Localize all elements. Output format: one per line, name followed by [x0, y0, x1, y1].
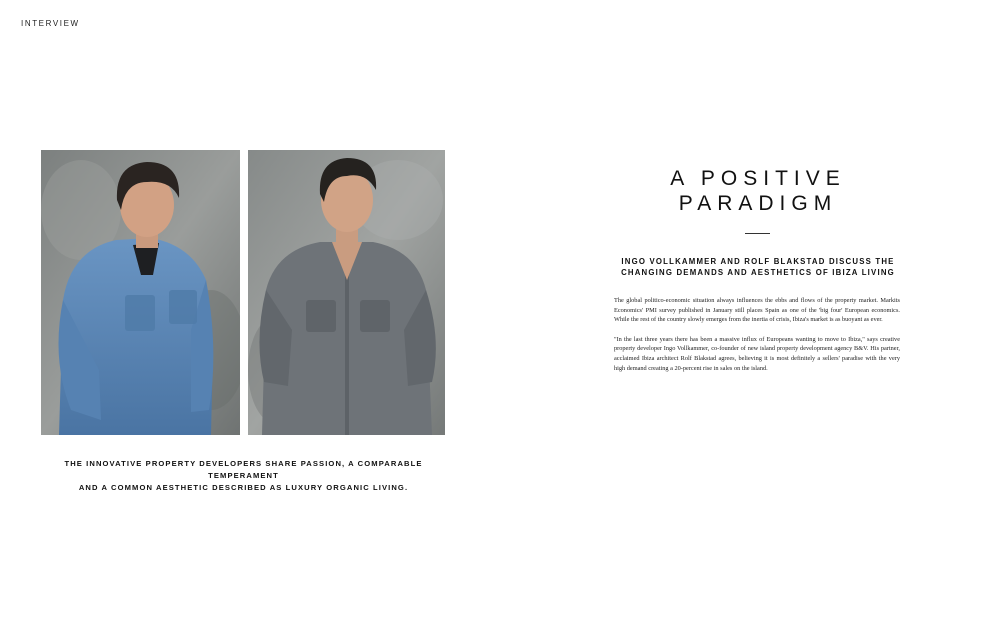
article-title	[600, 166, 916, 216]
caption-line: THE INNOVATIVE PROPERTY DEVELOPERS SHARE PASSION, A COMPARABLE TEMPERAMENT	[64, 459, 423, 480]
paragraph: "In the last three years there has been a massive influx of Europeans wanting to move to Ibiza," says creative property developer Ingo Vollkammer, co-founder of new island property development agency B&V. His partner, acclaimed Ibiza architect Rolf Blakstad agrees, believing it is most definitely a sellers' paradise with the very high demand creating a 20-percent rise in sales on the island.	[614, 335, 900, 372]
article-subtitle	[608, 256, 908, 278]
section-label: INTERVIEW	[21, 19, 80, 28]
photo-caption	[30, 458, 457, 494]
portrait-right-image	[248, 150, 445, 435]
portrait-left-image	[41, 150, 240, 435]
paragraph: The global politico-economic situation always influences the ebbs and flows of the property market. Markits Economics' PMI survey published in January still places Spain as one of the 'big four' European economics. While the rest of the country slowly emerges from the inertia of crisis, Ibiza's market is as buoyant as ever.	[614, 297, 900, 324]
portrait-photo-left	[41, 150, 240, 435]
portrait-photo-right	[248, 150, 445, 435]
title-line: PARADIGM	[678, 192, 838, 215]
title-divider	[745, 233, 770, 234]
title-line: A POSITIVE	[670, 167, 846, 190]
subtitle-line: INGO VOLLKAMMER AND ROLF BLAKSTAD DISCUSS THE	[621, 257, 895, 266]
subtitle-line: CHANGING DEMANDS AND AESTHETICS OF IBIZA LIVING	[621, 268, 895, 277]
caption-line: AND A COMMON AESTHETIC DESCRIBED AS LUXURY ORGANIC LIVING.	[78, 483, 409, 492]
article-body	[614, 296, 900, 383]
